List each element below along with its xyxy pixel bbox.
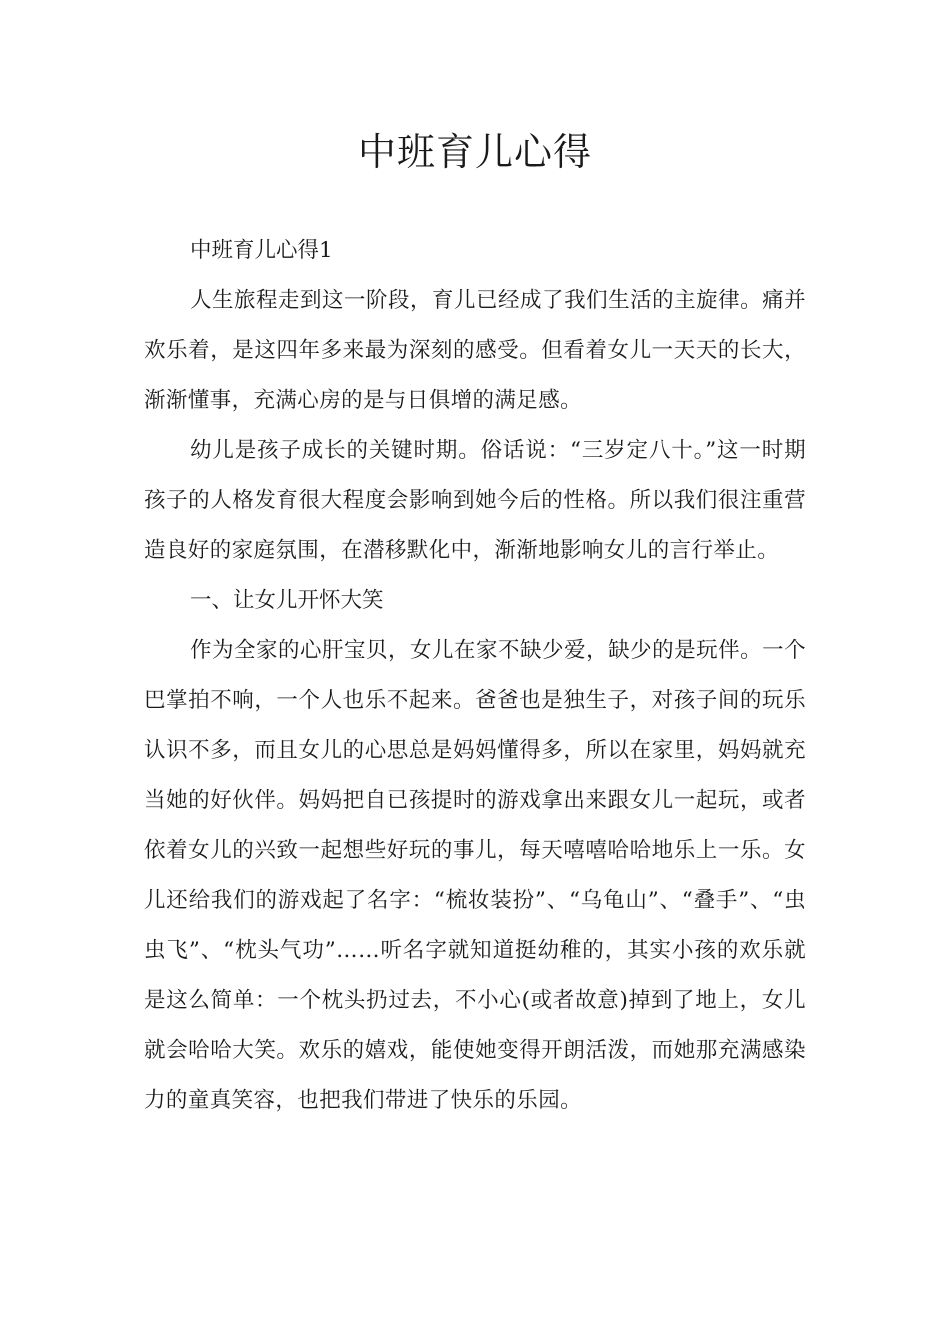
section-heading: 一、让女儿开怀大笑 [190,588,384,613]
document-body [144,226,806,1126]
body-paragraph: 幼儿是孩子成长的关键时期。俗话说：“三岁定八十。”这一时期孩子的人格发育很大程度会影响到她今后的性格。所以我们很注重营造良好的家庭氛围，在潜移默化中，渐渐地影响女儿的言行举止。 [144,438,806,563]
section-heading: 中班育儿心得1 [190,238,333,263]
document-title: 中班育儿心得 [357,130,592,174]
body-paragraph: 作为全家的心肝宝贝，女儿在家不缺少爱，缺少的是玩伴。一个巴掌拍不响，一个人也乐不起来。爸爸也是独生子，对孩子间的玩乐认识不多，而且女儿的心思总是妈妈懂得多，所以在家里，妈妈就充当她的好伙伴。妈妈把自已孩提时的游戏拿出来跟女儿一起玩，或者依着女儿的兴致一起想些好玩的事儿，每天嘻嘻哈哈地乐上一乐。女儿还给我们的游戏起了名字：“梳妆装扮”、“乌龟山”、“叠手”、“虫虫飞”、“枕头气功”……听名字就知道挺幼稚的，其实小孩的欢乐就是这么简单：一个枕头扔过去，不小心(或者故意)掉到了地上，女儿就会哈哈大笑。欢乐的嬉戏，能使她变得开朗活泼，而她那充满感染力的童真笑容，也把我们带进了快乐的乐园。 [144,638,806,1113]
body-paragraph: 人生旅程走到这一阶段，育儿已经成了我们生活的主旋律。痛并欢乐着，是这四年多来最为深刻的感受。但看着女儿一天天的长大，渐渐懂事，充满心房的是与日俱增的满足感。 [144,288,806,413]
